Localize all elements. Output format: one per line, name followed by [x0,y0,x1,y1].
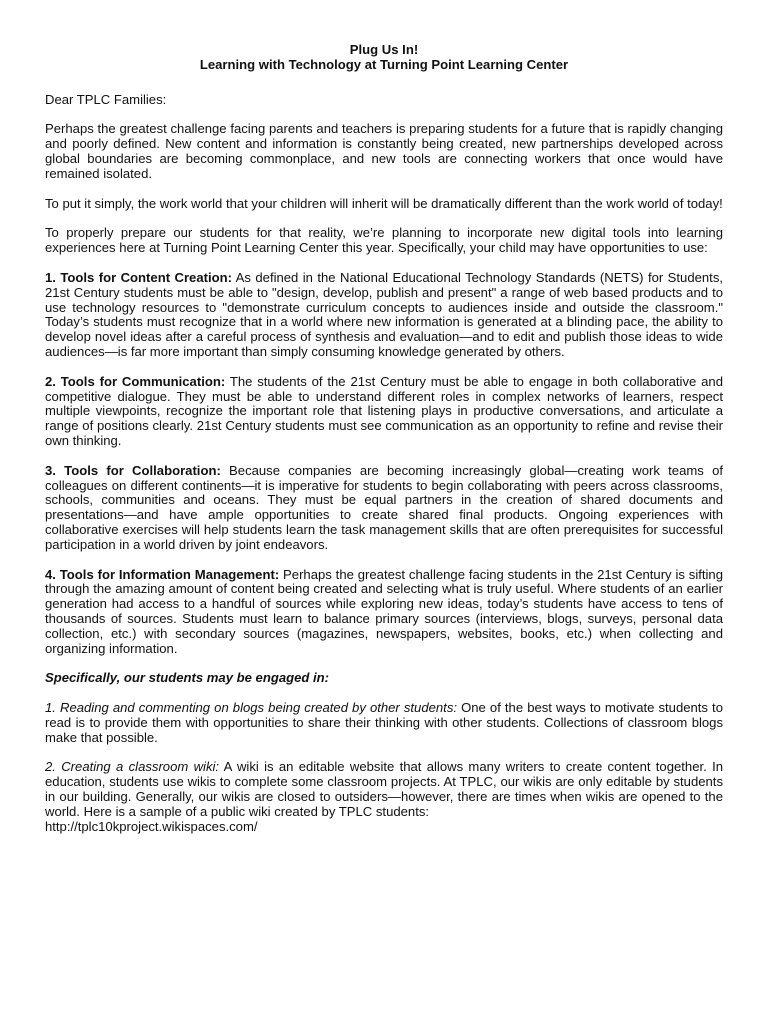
tool-heading: 4. Tools for Information Management: [45,566,280,582]
intro-paragraph-2: To put it simply, the work world that your children will inherit will be dramatically different than the work world of today! [45,195,723,211]
intro-paragraph-3: To properly prepare our students for that reality, we’re planning to incorporate new digital tools into learning experiences here at Turning Point Learning Center this year. Specifically, your child may have opportunities to use: [45,225,723,256]
wiki-url-link[interactable]: http://tplc10kproject.wikispaces.com/ [45,818,258,834]
activity-blogs [45,701,723,745]
tool-text: As defined in the National Educational Technology Standards (NETS) for Students, 21st Century students must be able to "design, develop, publish and present" a range of web based products and to use technology resources to "demonstrate curriculum concepts to audiences inside and outside the classroom." Today’s students must recognize that in a world where new information is generated at a blinding pace, the ability to develop novel ideas after a careful process of synthesis and evaluation—and to edit and publish those ideas to wide audiences—is far more important than simply consuming knowledge generated by others. [45,269,723,359]
activity-text: One of the best ways to motivate students to read is to provide them with opportunities to share their thinking with other students. Collections of classroom blogs make that possible. [45,700,723,745]
activity-heading: 1. Reading and commenting on blogs being created by other students: [45,700,458,716]
tool-text: Because companies are becoming increasingly global—creating work teams of colleagues on different continents—it is imperative for students to begin collaborating with peers across classrooms, schools, communities and oceans. They must be equal partners in the creation of shared documents and presentations—and have ample opportunities to create shared final products. Ongoing experiences with collaborative exercises will help students learn the task management skills that are often prerequisites for successful participation in a world driven by joint endeavors. [45,462,723,552]
tool-communication [45,375,723,449]
tool-text: The students of the 21st Century must be able to engage in both collaborative and competitive dialogue. They must be able to understand different roles in complex networks of learners, respect multiple viewpoints, recognize the important role that listening plays in productive conversations, and articulate a range of positions clearly. 21st Century students must see communication as an opportunity to refine and revise their own thinking. [45,373,723,448]
tool-content-creation [45,271,723,360]
engaged-heading: Specifically, our students may be engaged in: [45,670,330,686]
greeting: Dear TPLC Families: [45,91,167,107]
tool-collaboration [45,464,723,553]
tool-heading: 2. Tools for Communication: [45,373,226,389]
activity-wiki [45,760,723,834]
activity-heading: 2. Creating a classroom wiki: [45,759,220,775]
letter-page [45,43,723,834]
activity-text: A wiki is an editable website that allows many writers to create content together. In education, students use wikis to complete some classroom projects. At TPLC, our wikis are only editable by students in our building. Generally, our wikis are closed to outsiders—however, there are times when wikis are opened to the world. Here is a sample of a public wiki created by TPLC students: [45,759,723,819]
tool-heading: 1. Tools for Content Creation: [45,269,232,285]
intro-paragraph-1: Perhaps the greatest challenge facing parents and teachers is preparing students for a future that is rapidly changing and poorly defined. New content and information is constantly being created, new partnerships developed across global boundaries are becoming commonplace, and new tools are connecting workers that once would have remained isolated. [45,121,723,181]
page-title: Plug Us In! [349,42,419,57]
page-subtitle: Learning with Technology at Turning Point Learning Center [199,56,569,72]
tool-information-management [45,568,723,657]
tool-text: Perhaps the greatest challenge facing students in the 21st Century is sifting through the amazing amount of content being created and selecting what is truly useful. Where students of an earlier generation had access to a handful of sources while exploring new ideas, today’s students have access to tens of thousands of sources. Students must learn to balance primary sources (interviews, blogs, surveys, personal data collection, etc.) with secondary sources (magazines, newspapers, websites, books, etc.) when collecting and organizing information. [45,566,723,656]
tool-heading: 3. Tools for Collaboration: [45,462,221,478]
